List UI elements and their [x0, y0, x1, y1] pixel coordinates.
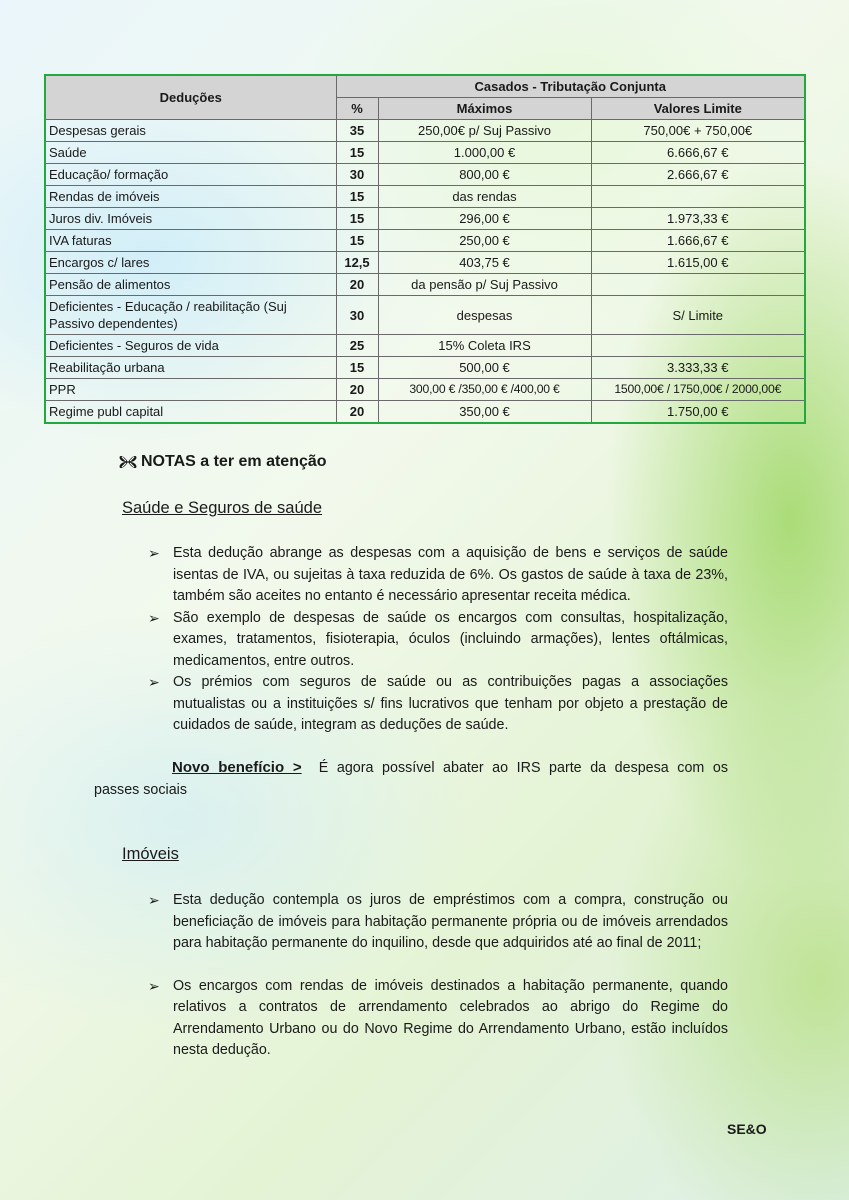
- table-header-max: Máximos: [378, 98, 591, 120]
- saude-heading: Saúde e Seguros de saúde: [122, 499, 322, 517]
- row-name: Educação/ formação: [45, 164, 336, 186]
- row-limit: [591, 186, 805, 208]
- arrow-bullet-icon: ➢: [148, 609, 160, 626]
- row-pct: 15: [336, 230, 378, 252]
- row-limit: [591, 335, 805, 357]
- bullet-text: São exemplo de despesas de saúde os encargos com consultas, hospitalização, exames, tratamentos, fisioterapia, óculos (incluindo armações), lentes oftálmicas, medicamentos, entre outros.: [173, 609, 728, 669]
- row-pct: 35: [336, 120, 378, 142]
- row-limit: 1.666,67 €: [591, 230, 805, 252]
- row-max: 403,75 €: [378, 252, 591, 274]
- table-row: [45, 296, 805, 335]
- row-limit: 1.615,00 €: [591, 252, 805, 274]
- notes-title: [117, 451, 327, 473]
- row-name: Deficientes - Educação / reabilitação (Suj Passivo dependentes): [45, 296, 336, 335]
- row-max: 1.000,00 €: [378, 142, 591, 164]
- imoveis-heading: Imóveis: [122, 845, 179, 863]
- table-row: [45, 230, 805, 252]
- row-name: Juros div. Imóveis: [45, 208, 336, 230]
- row-limit: 2.666,67 €: [591, 164, 805, 186]
- row-pct: 20: [336, 379, 378, 401]
- bullet-text: Esta dedução contempla os juros de empréstimos com a compra, construção ou beneficiação de imóveis para habitação permanente própria ou de imóveis arrendados para habitação permanente do inquilino, desde que adquiridos até ao final de 2011;: [173, 892, 728, 951]
- list-item: [148, 672, 728, 737]
- row-limit: S/ Limite: [591, 296, 805, 335]
- list-item: [148, 608, 728, 673]
- row-name: Regime publ capital: [45, 401, 336, 424]
- row-limit: 750,00€ + 750,00€: [591, 120, 805, 142]
- row-pct: 15: [336, 357, 378, 379]
- row-pct: 30: [336, 296, 378, 335]
- row-pct: 15: [336, 208, 378, 230]
- row-max: das rendas: [378, 186, 591, 208]
- row-pct: 20: [336, 274, 378, 296]
- table-row: [45, 357, 805, 379]
- bow-ornament-icon: [117, 451, 139, 473]
- notes-title-text: NOTAS a ter em atenção: [141, 453, 327, 470]
- table-row: [45, 401, 805, 424]
- saude-bullet-list: [148, 543, 728, 737]
- row-name: Reabilitação urbana: [45, 357, 336, 379]
- row-max: despesas: [378, 296, 591, 335]
- novo-beneficio-text-cont: passes sociais: [94, 781, 187, 798]
- table-row: [45, 208, 805, 230]
- row-name: Rendas de imóveis: [45, 186, 336, 208]
- list-item: [148, 976, 728, 1062]
- table-row: [45, 142, 805, 164]
- novo-beneficio-label: Novo benefício >: [172, 759, 302, 776]
- row-name: Deficientes - Seguros de vida: [45, 335, 336, 357]
- table-row: [45, 335, 805, 357]
- row-name: Despesas gerais: [45, 120, 336, 142]
- row-max: da pensão p/ Suj Passivo: [378, 274, 591, 296]
- row-max: 800,00 €: [378, 164, 591, 186]
- deductions-table: [44, 74, 806, 424]
- list-item: [148, 890, 728, 955]
- bullet-text: Os prémios com seguros de saúde ou as contribuições pagas a associações mutualistas ou a instituições s/ fins lucrativos que tenham por objeto a prestação de cuidados de saúde, integram as deduções de saúde.: [173, 674, 728, 733]
- row-max: 296,00 €: [378, 208, 591, 230]
- table-header-deducoes: Deduções: [45, 75, 336, 120]
- row-limit: 6.666,67 €: [591, 142, 805, 164]
- footer-logo: SE&O: [727, 1121, 767, 1137]
- arrow-bullet-icon: ➢: [148, 674, 160, 690]
- row-name: Encargos c/ lares: [45, 252, 336, 274]
- row-max: 500,00 €: [378, 357, 591, 379]
- row-pct: 25: [336, 335, 378, 357]
- bullet-text: Os encargos com rendas de imóveis destinados a habitação permanente, quando relativos a contratos de arrendamento celebrados ao abrigo do Regime do Arrendamento Urbano ou do Novo Regime do Arrendamento Urbano, estão incluídos nesta dedução.: [173, 977, 728, 1058]
- row-name: IVA faturas: [45, 230, 336, 252]
- list-item: [148, 543, 728, 608]
- table-header-limit: Valores Limite: [591, 98, 805, 120]
- table-header-pct: %: [336, 98, 378, 120]
- row-limit: 1.973,33 €: [591, 208, 805, 230]
- table-row: [45, 120, 805, 142]
- table-row: [45, 252, 805, 274]
- row-max: 300,00 € /350,00 € /400,00 €: [378, 379, 591, 401]
- row-max: 250,00€ p/ Suj Passivo: [378, 120, 591, 142]
- row-pct: 15: [336, 142, 378, 164]
- row-max: 250,00 €: [378, 230, 591, 252]
- table-header-group: Casados - Tributação Conjunta: [336, 75, 805, 98]
- table-row: [45, 164, 805, 186]
- row-name: PPR: [45, 379, 336, 401]
- novo-beneficio-paragraph: [94, 757, 728, 801]
- row-limit: 1.750,00 €: [591, 401, 805, 424]
- bullet-text: Esta dedução abrange as despesas com a aquisição de bens e serviços de saúde isentas de IVA, ou sujeitas à taxa reduzida de 6%. Os gastos de saúde à taxa de 23%, também são aceites no entanto é necessário apresentar receita médica.: [173, 545, 728, 604]
- arrow-bullet-icon: ➢: [148, 892, 160, 908]
- row-limit: 1500,00€ / 1750,00€ / 2000,00€: [591, 379, 805, 401]
- row-pct: 20: [336, 401, 378, 424]
- table-row: [45, 186, 805, 208]
- row-pct: 15: [336, 186, 378, 208]
- row-max: 15% Coleta IRS: [378, 335, 591, 357]
- arrow-bullet-icon: ➢: [148, 545, 160, 561]
- arrow-bullet-icon: ➢: [148, 977, 160, 994]
- imoveis-bullet-list: [148, 890, 728, 1062]
- row-limit: 3.333,33 €: [591, 357, 805, 379]
- row-limit: [591, 274, 805, 296]
- novo-beneficio-text: É agora possível abater ao IRS parte da despesa com os: [318, 760, 728, 776]
- row-name: Saúde: [45, 142, 336, 164]
- table-row: [45, 379, 805, 401]
- row-pct: 30: [336, 164, 378, 186]
- row-max: 350,00 €: [378, 401, 591, 424]
- row-pct: 12,5: [336, 252, 378, 274]
- row-name: Pensão de alimentos: [45, 274, 336, 296]
- table-row: [45, 274, 805, 296]
